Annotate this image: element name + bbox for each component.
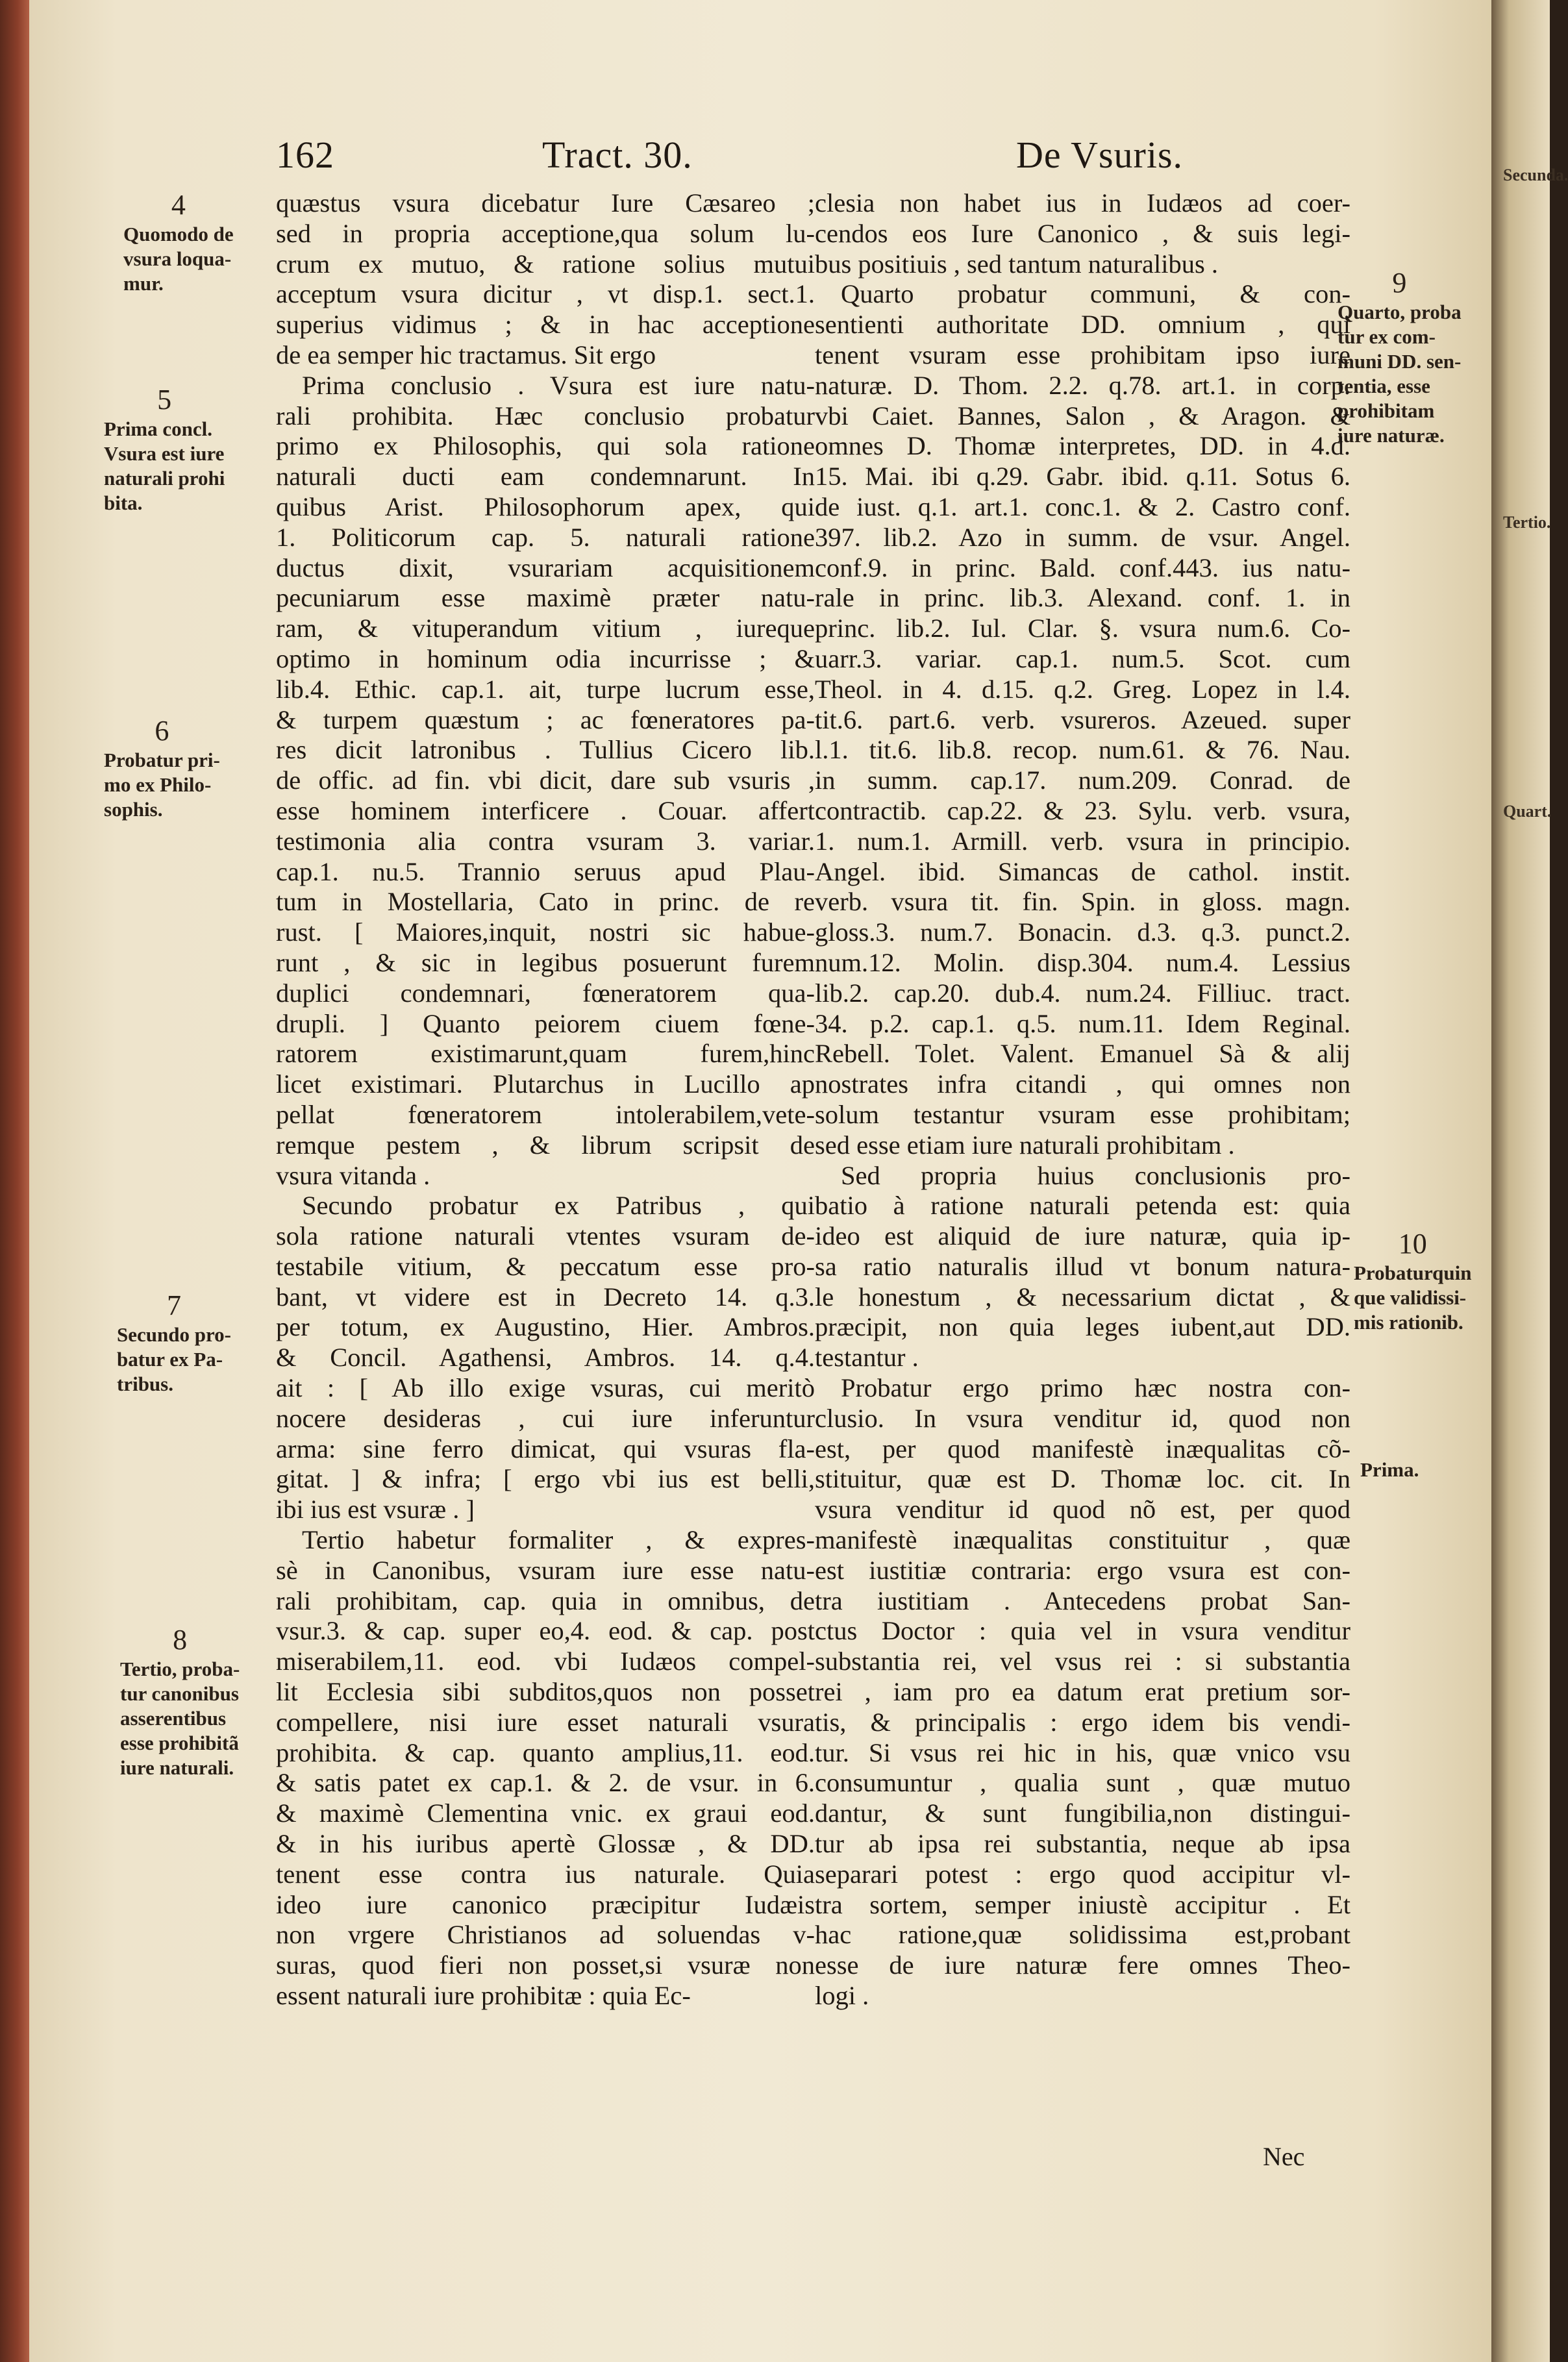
text-line: sed in propria acceptione,qua solum lu- [276,218,815,248]
text-line: & Concil. Agathensi, Ambros. 14. q.4. [276,1343,815,1373]
margin-note-line: mur. [123,272,164,295]
text-line: ctus Doctor : quia vel in vsura venditur [815,1616,1350,1646]
text-line: 34. p.2. cap.1. q.5. num.11. Idem Reginal. [815,1008,1350,1038]
text-line: in summ. cap.17. num.209. Conrad. de [815,765,1350,795]
margin-note-line: asserentibus [120,1707,227,1730]
text-line: 1. num.1. Armill. verb. vsura in principio. [815,826,1350,856]
margin-note-line: Secundo pro- [117,1323,231,1346]
text-line: logi . [815,1981,869,2011]
treatise-label: Tract. 30. [542,134,693,176]
text-line: optimo in hominum odia incurrisse ; & [276,643,815,673]
text-line: Prima conclusio . Vsura est iure natu- [302,370,815,400]
text-line: bus positiuis , sed tantum naturalibus . [815,249,1218,279]
text-line: quæstus vsura dicebatur Iure Cæsareo ; [276,188,815,218]
text-line: tenent vsuram esse prohibitam ipso iure [815,340,1350,369]
text-line: nocere desideras , cui iure inferuntur [276,1403,815,1433]
text-line: tur. Si vsus rei hic in his, quæ vnico vsu [815,1737,1350,1767]
text-line: testabile vitium, & peccatum esse pro- [276,1251,815,1281]
text-line: præcipit, non quia leges iubent,aut DD. [815,1312,1350,1342]
text-line: ideo iure canonico præcipitur Iudæis [276,1889,815,1919]
margin-note-number: 7 [167,1289,181,1321]
margin-note-number: 10 [1398,1228,1427,1260]
text-line: naturali ducti eam condemnarunt. In [276,462,815,491]
margin-note-number: 6 [155,715,169,747]
text-line: separari potest : ergo quod accipitur vl- [815,1859,1350,1889]
text-line: lib.4. Ethic. cap.1. ait, turpe lucrum esse, [276,674,815,704]
text-line: & satis patet ex cap.1. & 2. de vsur. in 6. [276,1768,815,1798]
margin-note-line: Tertio, proba- [120,1658,240,1680]
text-line: lib.2. cap.20. dub.4. num.24. Filliuc. tract. [815,978,1350,1008]
text-line: tur ab ipsa rei substantia, neque ab ipsa [815,1829,1350,1859]
text-line: primo ex Philosophis, qui sola ratione [276,431,815,461]
text-line: prohibita. & cap. quanto amplius,11. eod. [276,1737,815,1767]
margin-note-line: iure naturali. [120,1756,234,1779]
text-line: pecuniarum esse maximè præter natu- [276,583,815,613]
text-line: tenent esse contra ius naturale. Quia [276,1859,815,1889]
adjacent-page-strip [1491,0,1568,2362]
text-line: arma: sine ferro dimicat, qui vsuras fla- [276,1434,815,1463]
text-line: esse hominem interficere . Couar. affert [276,795,815,825]
text-line: crum ex mutuo, & ratione solius mutui [276,249,815,279]
margin-note-line: Probaturquin [1354,1262,1472,1284]
text-line: de ea semper hic tractamus. Sit ergo [276,340,656,369]
left-text-column [276,188,815,2011]
text-line: gitat. ] & infra; [ ergo vbi ius est belli, [276,1464,815,1494]
text-line: de offic. ad fin. vbi dicit, dare sub vsuris , [276,765,815,795]
text-line: tra iustitiam . Antecedens probat San- [815,1585,1350,1615]
margin-note-line: vsura loqua- [123,247,232,270]
margin-note [1360,1458,1419,1482]
text-line: vsura vitanda . [276,1160,430,1190]
text-line: cendos eos Iure Canonico , & suis legi- [815,218,1350,248]
text-line: lit Ecclesia sibi subditos,quos non posset [276,1677,815,1707]
margin-note-line: iure naturæ. [1338,424,1445,447]
text-line: ductus dixit, vsurariam acquisitionem [276,553,815,582]
text-line: pellat fœneratorem intolerabilem,vete- [276,1099,815,1129]
text-line: licet existimari. Plutarchus in Lucillo ap [276,1069,815,1099]
margin-note-line: mis rationib. [1354,1311,1463,1334]
text-line: clusio. In vsura venditur id, quod non [815,1403,1350,1433]
text-line: rei , iam pro ea datum erat pretium sor- [815,1677,1350,1707]
text-line: cap.1. nu.5. Trannio seruus apud Plau- [276,856,815,886]
text-line: vbi Caiet. Bannes, Salon , & Aragon. & [815,401,1350,430]
text-line: miserabilem,11. eod. vbi Iudæos compel- [276,1647,815,1676]
text-line: vsura venditur id quod nõ est, per quod [815,1495,1350,1524]
text-line: & maximè Clementina vnic. ex graui eod. [276,1798,815,1828]
text-line: compellere, nisi iure esset naturali vsura [276,1707,815,1737]
text-line: ideo est aliquid de iure naturæ, quia ip- [815,1221,1350,1251]
text-line: duplici condemnari, fœneratorem qua- [276,978,815,1008]
text-line: consumuntur , qualia sunt , quæ mutuo [815,1768,1350,1798]
text-line: gloss.3. num.7. Bonacin. d.3. q.3. punct.2. [815,917,1350,947]
text-line: rust. [ Maiores,inquit, nostri sic habue- [276,917,815,947]
text-line: sentienti authoritate DD. omnium , qui [815,310,1350,340]
text-line: runt , & sic in legibus posuerunt furem [276,947,815,977]
text-line: clesia non habet ius in Iudæos ad coer- [815,188,1350,218]
text-line: uarr.3. variar. cap.1. num.5. Scot. cum [815,643,1350,673]
margin-note-number: 8 [173,1624,188,1656]
margin-note-line: naturali prohi [104,467,225,490]
text-line: ibi ius est vsuræ . ] [276,1495,475,1524]
text-line: superius vidimus ; & in hac acceptione [276,310,815,340]
margin-note-number: 5 [157,384,172,416]
text-line: rali prohibitam, cap. quia in omnibus, de [276,1585,815,1615]
margin-note-line: Prima concl. [104,417,213,440]
text-line: naturæ. D. Thom. 2.2. q.78. art.1. in corp. [815,370,1350,400]
text-line: rali prohibita. Hæc conclusio probatur [276,401,815,430]
margin-note-line: Prima. [1360,1458,1419,1481]
page-number: 162 [276,134,334,176]
text-line: nostrates infra citandi , qui omnes non [815,1069,1350,1099]
text-line: 1. Politicorum cap. 5. naturali ratione [276,522,815,552]
margin-note-line: tribus. [117,1373,173,1395]
running-head [260,133,1273,185]
margin-note-line: tur ex com- [1338,325,1436,348]
text-line: Secundo probatur ex Patribus , qui [302,1191,815,1221]
margin-note-number: 4 [171,189,186,221]
margin-note-line: Probatur pri- [104,749,220,771]
text-line: sed esse etiam iure naturali prohibitam . [815,1130,1235,1160]
text-line: remque pestem , & librum scripsit de [276,1130,815,1160]
text-line: ait : [ Ab illo exige vsuras, cui meritò [276,1373,815,1403]
margin-note [104,714,220,822]
text-line: manifestè inæqualitas constituitur , quæ [815,1525,1350,1555]
text-line: esse de iure naturæ fere omnes Theo- [815,1950,1350,1980]
margin-note-line: Vsura est iure [104,442,225,465]
text-line: stituitur, quæ est D. Thomæ loc. cit. In [815,1464,1350,1494]
text-line: tra sortem, semper iniustè accipitur . Et [815,1889,1350,1919]
text-line: sè in Canonibus, vsuram iure esse natu- [276,1555,815,1585]
text-line: solum testantur vsuram esse prohibitam; [815,1099,1350,1129]
text-line: tum in Mostellaria, Cato in princ. de re [276,887,815,917]
subject-title: De Vsuris. [1016,134,1184,176]
text-line: batio à ratione naturali petenda est: quia [815,1191,1350,1221]
text-line: contractib. cap.22. & 23. Sylu. verb. vsura, [815,795,1350,825]
text-line: l.1. tit.6. lib.8. recop. num.61. & 76. Nau. [815,735,1350,765]
text-line: conf.9. in princ. Bald. conf.443. ius natu- [815,553,1350,582]
text-line: num.12. Molin. disp.304. num.4. Lessius [815,947,1350,977]
text-line: le honestum , & necessarium dictat , & [815,1282,1350,1312]
margin-note-line: bita. [104,491,143,514]
text-line: Sed propria huius conclusionis pro- [841,1160,1350,1190]
text-line: Angel. ibid. Simancas de cathol. instit. [815,856,1350,886]
text-line: 15. Mai. ibi q.29. Gabr. ibid. q.11. Sotus 6. [815,462,1350,491]
text-line: omnes D. Thomæ interpretes, DD. in 4.d. [815,431,1350,461]
text-line: tis, & principalis : ergo idem bis vendi- [815,1707,1350,1737]
text-line: Quarto probatur communi, & con- [841,279,1350,309]
text-line: verb. vsura tit. fin. Spin. in gloss. magn. [815,887,1350,917]
adjacent-page-word: Quart. [1503,802,1552,821]
text-line: ratorem existimarunt,quam furem,hinc [276,1039,815,1069]
text-line: substantia rei, vel vsus rei : si substantia [815,1647,1350,1676]
text-line: 397. lib.2. Azo in summ. de vsur. Angel. [815,522,1350,552]
margin-note-line: Quomodo de [123,223,234,245]
text-line: non vrgere Christianos ad soluendas v- [276,1920,815,1950]
text-line: Probatur ergo primo hæc nostra con- [841,1373,1350,1403]
margin-note-line: que validissi- [1354,1286,1467,1309]
margin-note-number: 9 [1392,267,1407,299]
catchword: Nec [1263,2142,1305,2171]
text-line: tit.6. part.6. verb. vsureros. Azeued. super [815,704,1350,734]
margin-note-line: esse prohibitã [120,1732,239,1754]
text-line: & in his iuribus apertè Glossæ , & DD. [276,1829,815,1859]
text-line: est, per quod manifestè inæqualitas cõ- [815,1434,1350,1463]
text-line: res dicit latronibus . Tullius Cicero lib. [276,735,815,765]
margin-note-line: prohibitam [1338,399,1435,422]
margin-note [120,1623,240,1780]
margin-note [1354,1227,1471,1335]
text-line: drupli. ] Quanto peiorem ciuem fœne- [276,1008,815,1038]
text-line: sa ratio naturalis illud vt bonum natura- [815,1251,1350,1281]
text-line: hac ratione,quæ solidissima est,probant [815,1920,1350,1950]
adjacent-page-word: Secunda. [1503,166,1568,184]
margin-note-line: Quarto, proba [1338,301,1462,323]
text-line: sola ratione naturali vtentes vsuram de- [276,1221,815,1251]
text-line: essent naturali iure prohibitæ : quia Ec- [276,1981,691,2011]
text-line: Theol. in 4. d.15. q.2. Greg. Lopez in l.4. [815,674,1350,704]
text-line: Tertio habetur formaliter , & expres- [302,1525,815,1555]
text-line: suras, quod fieri non posset,si vsuræ non [276,1950,815,1980]
margin-note [104,383,225,516]
text-line: rale in princ. lib.3. Alexand. conf. 1. in [815,583,1350,613]
text-line: dantur, & sunt fungibilia,non distingui- [815,1798,1350,1828]
text-line: de iust. q.1. art.1. conc.1. & 2. Castro conf. [815,491,1350,521]
margin-note-line: tur canonibus [120,1682,239,1705]
text-line: testimonia alia contra vsuram 3. variar. [276,826,815,856]
right-text-column [815,188,1350,2011]
margin-note-line: mo ex Philo- [104,773,212,796]
margin-note-line: sophis. [104,798,163,821]
text-line: acceptum vsura dicitur , vt disp.1. sect.1. [276,279,815,309]
margin-note-line: muni DD. sen- [1338,350,1462,373]
text-line: Rebell. Tolet. Valent. Emanuel Sà & alij [815,1039,1350,1069]
text-line: & turpem quæstum ; ac fœneratores pa- [276,704,815,734]
margin-note [123,188,234,296]
text-line: est iustitiæ contraria: ergo vsura est con- [815,1555,1350,1585]
adjacent-page-word: Tertio. [1503,513,1551,532]
text-line: testantur . [815,1343,919,1373]
text-line: princ. lib.2. Iul. Clar. §. vsura num.6. Co- [815,614,1350,643]
text-line: per totum, ex Augustino, Hier. Ambros. [276,1312,815,1342]
margin-note-line: tentia, esse [1338,375,1430,397]
text-line: vsur.3. & cap. super eo,4. eod. & cap. post [276,1616,815,1646]
margin-note-line: batur ex Pa- [117,1348,223,1371]
text-line: quibus Arist. Philosophorum apex, qui [276,491,815,521]
text-line: bant, vt videre est in Decreto 14. q.3. [276,1282,815,1312]
margin-note [117,1289,231,1397]
margin-note [1338,266,1462,448]
text-line: ram, & vituperandum vitium , iureque [276,614,815,643]
